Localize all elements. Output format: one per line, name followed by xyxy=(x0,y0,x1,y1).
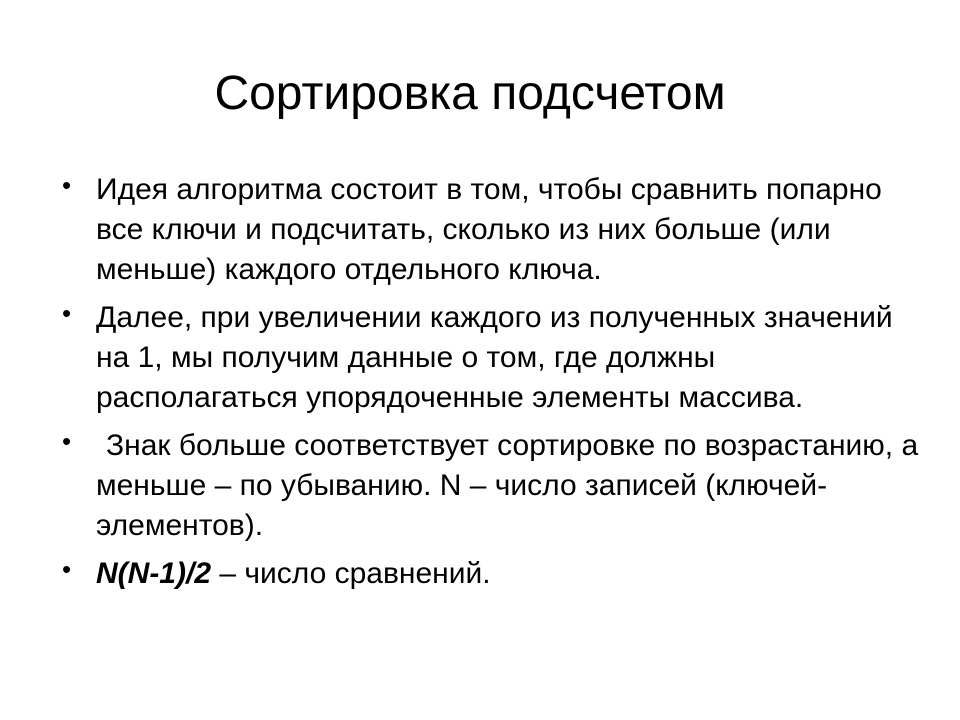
bullet-dot-icon: • xyxy=(62,170,72,200)
bullet-item xyxy=(62,426,922,546)
bullet-text: Идея алгоритма состоит в том, чтобы сравнить попарно все ключи и подсчитать, сколько из них больше (или меньше) каждого отдельного ключа. xyxy=(96,173,882,286)
bullet-item xyxy=(62,298,922,418)
bullet-text: Далее, при увеличении каждого из полученных значений на 1, мы получим данные о том, где должны располагаться упорядоченные элементы массива. xyxy=(96,301,893,414)
formula-text: N(N-1)/2 xyxy=(96,557,212,590)
bullet-item xyxy=(62,554,922,594)
bullet-dot-icon: • xyxy=(62,298,72,328)
bullet-text xyxy=(96,426,922,546)
bullet-text xyxy=(96,554,922,594)
bullet-text-content: Знак больше соответствует сортировке по возрастанию, а меньше – по убыванию. N – число записей (ключей-элементов). xyxy=(96,429,919,542)
bullet-dot-icon: • xyxy=(62,554,72,584)
formula-caption: – число сравнений. xyxy=(211,557,491,590)
bullet-item xyxy=(62,170,922,290)
bullet-dot-icon: • xyxy=(62,426,72,456)
slide-title: Сортировка подсчетом xyxy=(214,67,726,120)
bullet-list xyxy=(62,170,922,602)
